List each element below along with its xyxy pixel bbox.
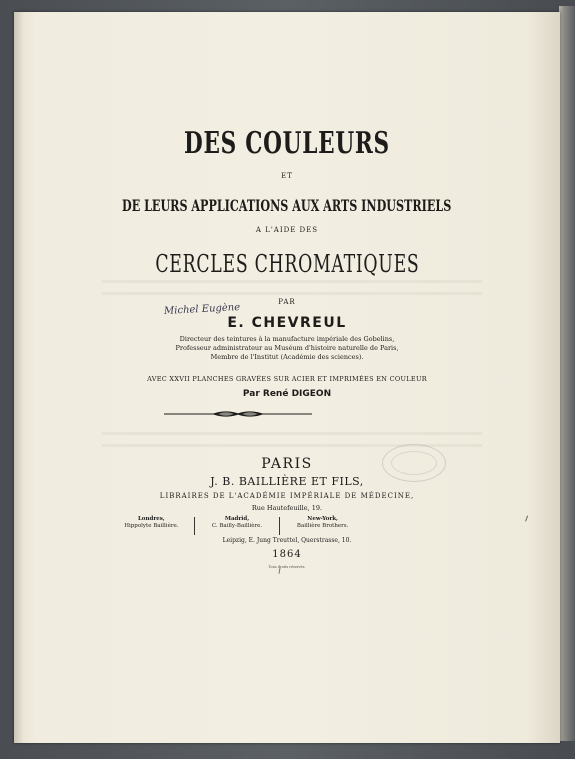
branch-firm: C. Bailly-Baillière. <box>211 523 263 529</box>
book-binding-edge <box>559 6 575 741</box>
branch-firm: Hippolyte Baillière. <box>124 523 179 529</box>
plates-note: AVEC XXVII PLANCHES GRAVÉES SUR ACIER ET IMPRIMÉES EN COULEUR <box>147 375 427 383</box>
publication-city: PARIS <box>261 456 313 472</box>
title-page <box>14 12 560 743</box>
title-preposition: A L'AIDE DES <box>255 226 319 234</box>
branch-divider <box>194 517 195 535</box>
subtitle: DE LEURS APPLICATIONS AUX ARTS INDUSTRIELS <box>122 196 452 215</box>
show-through-line <box>102 432 482 435</box>
ornamental-rule <box>164 410 312 418</box>
branch-city: Londres, <box>137 516 165 522</box>
main-title: DES COULEURS <box>184 126 390 161</box>
branch-firm: Baillière Brothers. <box>296 523 349 529</box>
branch-new-york <box>283 516 362 536</box>
publisher-branches <box>112 516 362 536</box>
publisher-address: Rue Hautefeuille, 19. <box>251 504 323 512</box>
pencil-mark <box>525 515 531 522</box>
branch-divider <box>279 517 280 535</box>
author-credential: Professeur administrateur au Muséum d'histoire naturelle de Paris, <box>175 344 399 352</box>
branch-city: Madrid, <box>224 516 250 522</box>
second-title: CERCLES CHROMATIQUES <box>154 250 420 278</box>
branch-london <box>112 516 191 536</box>
pencil-mark <box>279 568 284 575</box>
publication-year: 1864 <box>272 549 302 560</box>
author-credential: Directeur des teintures à la manufacture impériale des Gobelins, <box>179 335 395 343</box>
author-credential: Membre de l'Institut (Académie des sciences). <box>210 353 364 361</box>
show-through-line <box>102 280 482 283</box>
handwritten-annotation: Michel Eugène <box>163 302 241 317</box>
branch-city: New-York, <box>307 516 338 522</box>
leipzig-agent: Leipzig, E. Jung Treuttel, Querstrasse, 10. <box>222 537 352 544</box>
by-line: PAR <box>278 298 296 306</box>
publisher-title: LIBRAIRES DE L'ACADÉMIE IMPÉRIALE DE MÉDECINE, <box>159 492 415 500</box>
author-name: E. CHEVREUL <box>227 315 347 331</box>
show-through-line <box>102 292 482 295</box>
engraver-credit: Par René DIGEON <box>242 389 332 399</box>
rights-reserved-note: Tous droits réservés. <box>268 565 306 569</box>
publisher-name: J. B. BAILLIÈRE ET FILS, <box>210 475 364 488</box>
title-conjunction: ET <box>281 172 293 180</box>
branch-madrid <box>198 516 277 536</box>
